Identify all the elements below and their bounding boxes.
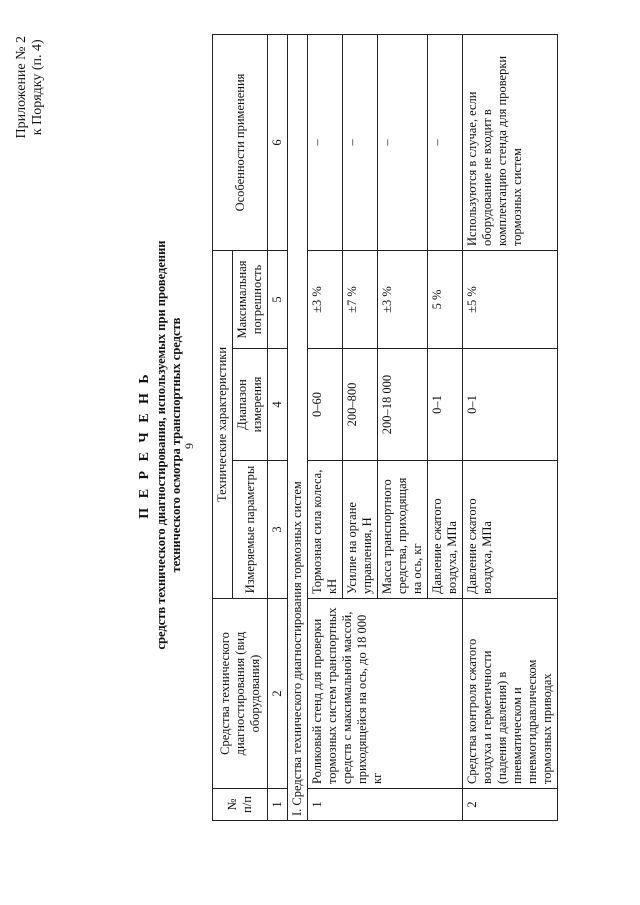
header-notes: Особенности применения (213, 35, 268, 251)
param-range: 0–60 (308, 349, 343, 461)
section-title: I. Средства технического диагностирования тормозных систем (288, 35, 308, 821)
param-name: Тормозная сила колеса, кН (308, 461, 343, 599)
subtitle-line-1: средств технического диагностирования, используемых при проведении (154, 240, 168, 650)
param-name: Давление сжатого воздуха, МПа (428, 461, 463, 599)
param-name: Давление сжатого воздуха, МПа (463, 461, 558, 599)
equipment-table (212, 34, 558, 821)
column-number: 5 (268, 251, 288, 349)
table-row (463, 35, 558, 821)
header-error: Максимальная погрешность (233, 251, 268, 349)
param-note: – (378, 35, 428, 251)
param-error: ±5 % (463, 251, 558, 349)
param-note: – (308, 35, 343, 251)
column-number: 2 (268, 599, 288, 789)
page-number: 9 (182, 443, 196, 449)
param-error: 5 % (428, 251, 463, 349)
header-tech: Технические характеристики (213, 251, 233, 599)
appendix-note (14, 36, 46, 139)
header-row-1 (213, 35, 233, 821)
row-number: 2 (463, 789, 558, 821)
subtitle-line-2: технического осмотра транспортных средств (169, 317, 183, 573)
header-params: Измеряемые параметры (233, 461, 268, 599)
param-range: 200–18 000 (378, 349, 428, 461)
param-range: 0–1 (428, 349, 463, 461)
column-number: 4 (268, 349, 288, 461)
param-error: ±3 % (378, 251, 428, 349)
param-name: Усилие на органе управления, Н (343, 461, 378, 599)
param-note: Используются в случае, если оборудование не входит в комплектацию стенда для проверки тормозных систем (463, 35, 558, 251)
param-note: – (428, 35, 463, 251)
column-number: 1 (268, 789, 288, 821)
appendix-line-1: Приложение № 2 (14, 36, 29, 139)
param-error: ±7 % (343, 251, 378, 349)
document-subtitle (154, 85, 184, 805)
param-error: ±3 % (308, 251, 343, 349)
header-num: № п/п (213, 789, 268, 821)
equipment-name: Роликовый стенд для проверки тормозных систем транспортных средств с максимальной массой, приходящейся на ось, до 18 000 кг (308, 599, 463, 789)
param-note: – (343, 35, 378, 251)
column-number: 3 (268, 461, 288, 599)
header-range: Диапазон измерения (233, 349, 268, 461)
equipment-name: Средства контроля сжатого воздуха и герметичности (падения давления) в пневматическом и пневмогидравлическом тормозных приводах (463, 599, 558, 789)
document-title: П Е Р Е Ч Е Н Ь (137, 371, 152, 519)
param-range: 200–800 (343, 349, 378, 461)
section-row (288, 35, 308, 821)
column-numbers-row (268, 35, 288, 821)
appendix-line-2: к Порядку (п. 4) (30, 39, 45, 136)
param-range: 0–1 (463, 349, 558, 461)
header-equipment: Средства технического диагностирования (вид оборудования) (213, 599, 268, 789)
table-row (308, 35, 343, 821)
row-number: 1 (308, 789, 463, 821)
column-number: 6 (268, 35, 288, 251)
param-name: Масса транспортного средства, приходящая на ось, кг (378, 461, 428, 599)
